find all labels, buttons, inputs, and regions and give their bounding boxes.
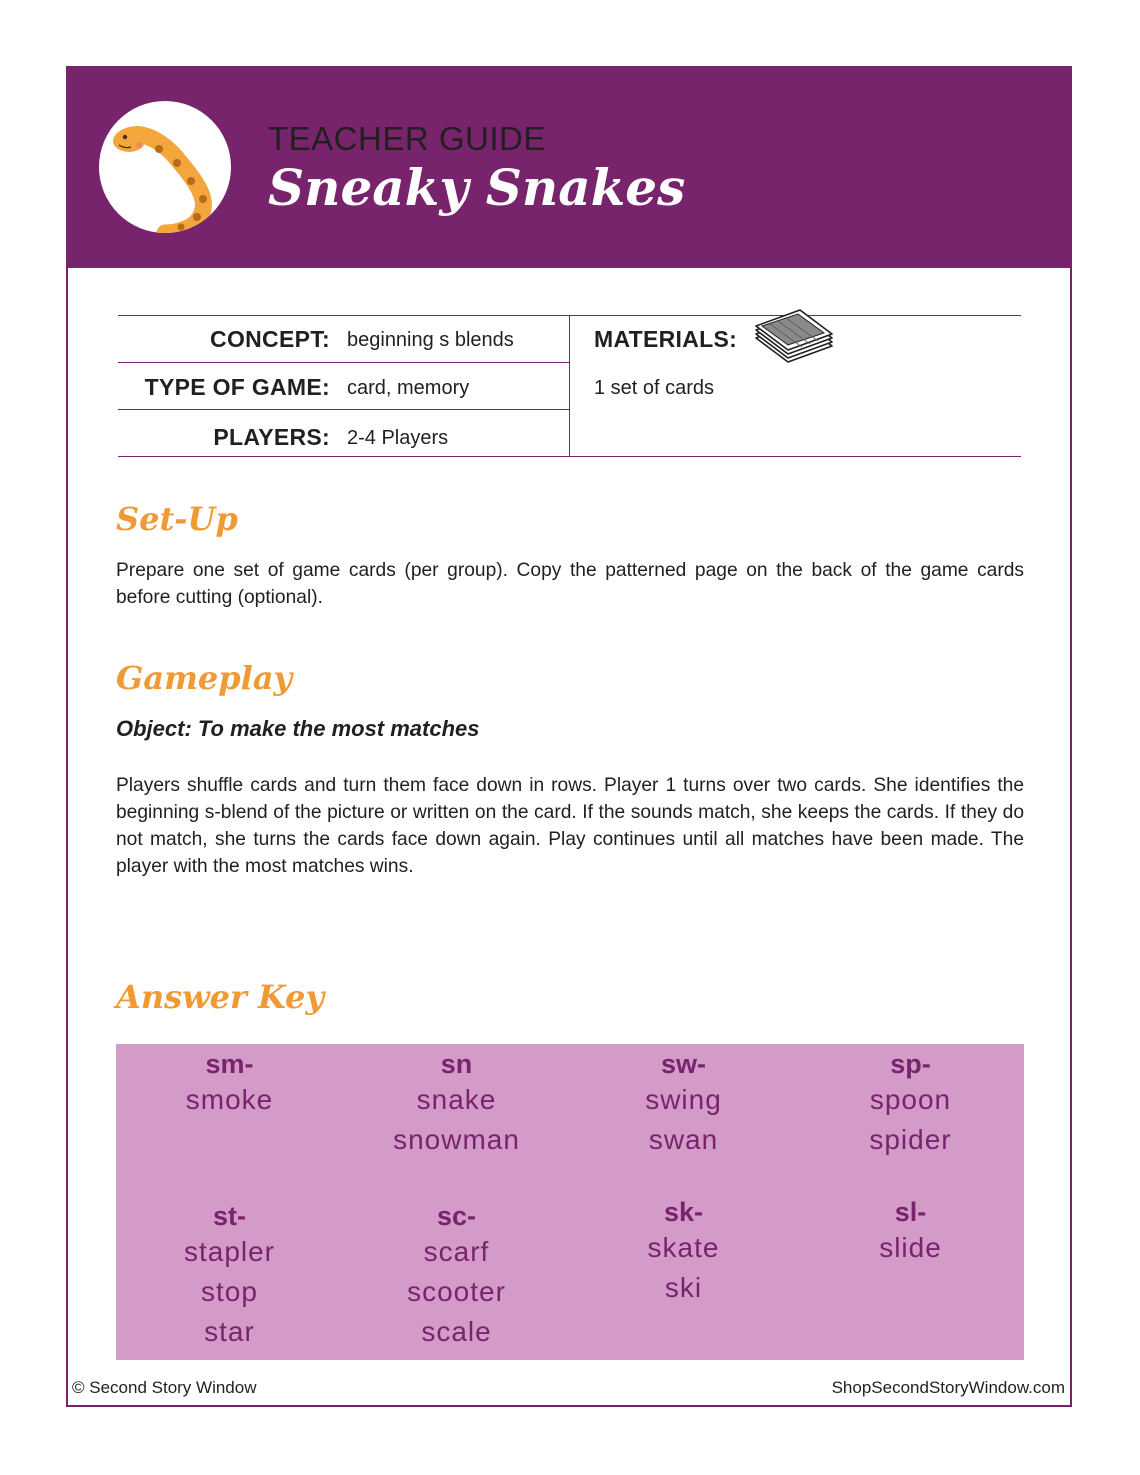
objective-text: Object: To make the most matches	[116, 716, 480, 741]
answer-group-st	[116, 1200, 343, 1352]
guide-label: TEACHER GUIDE	[268, 120, 546, 157]
answer-blend: st-	[213, 1201, 246, 1231]
answer-blend: sk-	[663, 1197, 704, 1227]
type-label: TYPE OF GAME:	[144, 374, 330, 400]
info-rule-1	[118, 362, 570, 363]
answer-group-sl	[797, 1196, 1024, 1268]
info-divider	[569, 315, 570, 456]
answer-word: stop	[201, 1276, 258, 1307]
answer-word: swan	[648, 1124, 719, 1155]
players-value: 2-4 Players	[347, 427, 449, 449]
answer-blend: sm-	[205, 1049, 254, 1079]
answer-word: spider	[869, 1124, 952, 1155]
answer-blend: sc-	[436, 1201, 477, 1231]
answer-key-heading: Answer Key	[116, 978, 325, 1016]
snake-logo-icon	[99, 101, 231, 233]
setup-heading: Set-Up	[116, 500, 238, 538]
answer-word: slide	[879, 1232, 942, 1263]
type-value: card, memory	[347, 377, 470, 399]
page-title: Sneaky Snakes	[268, 158, 686, 217]
answer-group-sp	[797, 1048, 1024, 1160]
info-rule-2	[118, 409, 570, 410]
answer-word: snowman	[393, 1124, 520, 1155]
answer-word: snake	[416, 1084, 497, 1115]
answer-word: ski	[664, 1272, 703, 1303]
concept-label: CONCEPT:	[210, 326, 330, 352]
gameplay-text: Players shuffle cards and turn them face down in rows. Player 1 turns over two cards. She identifies the beginning s-blend of the picture or written on the card. If the sounds match, she keeps the cards. If they do not match, she turns the cards face down again. Play continues until all matches have been made. The player with the most matches wins.	[116, 775, 1024, 877]
answer-group-sc	[343, 1200, 570, 1352]
answer-group-sk	[570, 1196, 797, 1308]
answer-word: stapler	[183, 1236, 276, 1267]
website-link[interactable]: ShopSecondStoryWindow.com	[831, 1378, 1065, 1397]
answer-word: scarf	[423, 1236, 490, 1267]
answer-blend: sp-	[890, 1049, 931, 1079]
answer-word: smoke	[185, 1084, 274, 1115]
card-deck-icon	[752, 304, 836, 370]
answer-word: spoon	[869, 1084, 952, 1115]
materials-label: MATERIALS:	[594, 326, 738, 352]
copyright-text: © Second Story Window	[72, 1378, 257, 1397]
answer-blend: sw-	[660, 1049, 706, 1079]
materials-value: 1 set of cards	[594, 377, 715, 399]
answer-blend: sl-	[894, 1197, 927, 1227]
setup-text: Prepare one set of game cards (per group). Copy the patterned page on the back of the game cards before cutting (optional).	[116, 560, 1024, 608]
answer-word: scooter	[407, 1276, 506, 1307]
players-label: PLAYERS:	[213, 424, 330, 450]
answer-word: scale	[421, 1316, 492, 1347]
answer-word: star	[204, 1316, 255, 1347]
answer-blend: sn	[440, 1049, 473, 1079]
answer-word: swing	[645, 1084, 722, 1115]
answer-group-sw	[570, 1048, 797, 1160]
answer-group-sn	[343, 1048, 570, 1160]
answer-group-sm	[116, 1048, 343, 1120]
concept-value: beginning s blends	[347, 329, 514, 351]
answer-word: skate	[647, 1232, 720, 1263]
info-rule-bottom	[118, 456, 1021, 457]
answer-key-box	[116, 1044, 1024, 1360]
gameplay-heading: Gameplay	[116, 659, 293, 697]
